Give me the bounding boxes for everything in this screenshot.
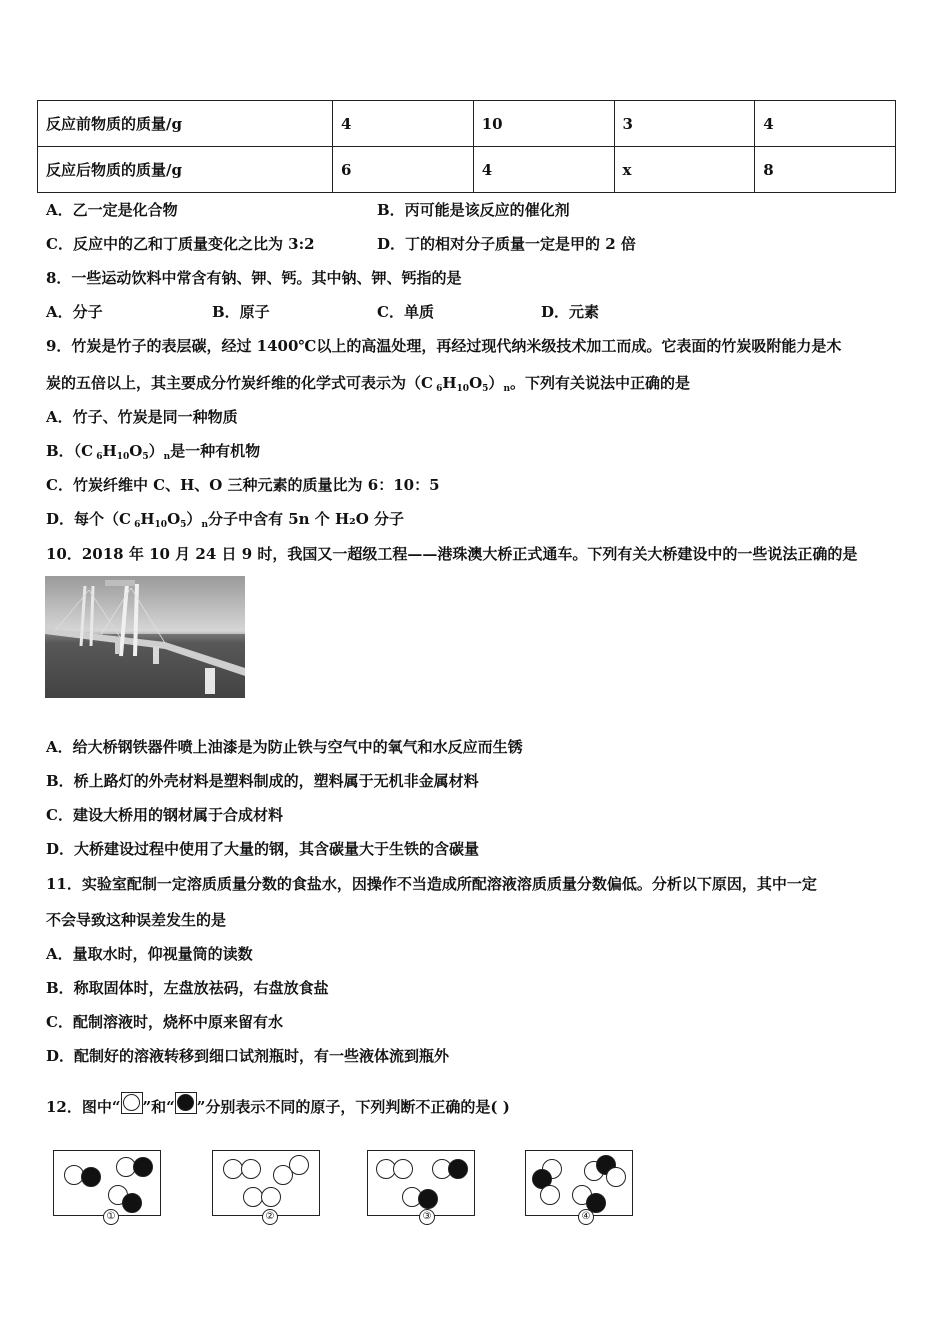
q8-stem: 8．一些运动饮料中常含有钠、钾、钙。其中钠、钾、钙指的是: [46, 269, 462, 287]
q7-option-d: D．丁的相对分子质量一定是甲的 2 倍: [377, 235, 636, 253]
molecule-diagram-3: [367, 1150, 475, 1216]
q7-option-b: B．丙可能是该反应的催化剂: [377, 201, 570, 219]
table-cell: 10: [473, 101, 614, 147]
q11-option-d: D．配制好的溶液转移到细口试剂瓶时，有一些液体流到瓶外: [46, 1047, 450, 1065]
molecule-diagram-2: [212, 1150, 320, 1216]
row-label: 反应后物质的质量/g: [38, 147, 333, 193]
q9-stem2-post: 。下列有关说法中正确的是: [509, 374, 690, 392]
molecule-diagram-1: [53, 1150, 161, 1216]
q12-post: ”分别表示不同的原子，下列判断不正确的是( ): [196, 1098, 510, 1116]
white-atom: [540, 1185, 560, 1205]
q12-stem: [46, 1092, 510, 1117]
q10-option-c: C．建设大桥用的钢材属于合成材料: [46, 806, 283, 824]
q9-option-a: A．竹子、竹炭是同一种物质: [46, 408, 238, 426]
q9-b-pre: B．（C: [46, 442, 94, 460]
black-atom: [81, 1167, 101, 1187]
q9-option-d: D．每个（C $_6H_{10}O_5)_n$分子中含有 5n 个 H₂O 分子: [46, 510, 405, 530]
q9-stem-line2: 炭的五倍以上，其主要成分竹炭纤维的化学式可表示为（C $_6H_{10}O_5)_n$。下列有关说法中正确的是: [46, 374, 690, 394]
black-atom: [418, 1189, 438, 1209]
table-row: [38, 101, 896, 147]
black-atom: [448, 1159, 468, 1179]
q7-option-c: C．反应中的乙和丁质量变化之比为 3:2: [46, 235, 315, 253]
table-cell: x: [614, 147, 755, 193]
white-atom: [393, 1159, 413, 1179]
white-atom: [606, 1167, 626, 1187]
white-atom: [289, 1155, 309, 1175]
q8-option-a: A．分子: [46, 303, 103, 321]
table-cell: 4: [333, 101, 474, 147]
q10-option-d: D．大桥建设过程中使用了大量的钢，其含碳量大于生铁的含碳量: [46, 840, 480, 858]
table-cell: 4: [755, 101, 896, 147]
row-label: 反应前物质的质量/g: [38, 101, 333, 147]
molecule-diagram-4: [525, 1150, 633, 1216]
white-atom: [261, 1187, 281, 1207]
q7-option-a: A．乙一定是化合物: [46, 201, 178, 219]
q9-d-post: 分子中含有 5n 个 H₂O 分子: [207, 510, 405, 528]
q12-pre: 12．图中“: [46, 1098, 121, 1116]
q11-stem-line1: 11．实验室配制一定溶质质量分数的食盐水，因操作不当造成所配溶液溶质质量分数偏低。分析以下原因，其中一定: [46, 875, 817, 893]
q10-option-b: B．桥上路灯的外壳材料是塑料制成的，塑料属于无机非金属材料: [46, 772, 479, 790]
q9-stem-line1: 9．竹炭是竹子的表层碳，经过 1400℃以上的高温处理，再经过现代纳米级技术加工而成。它表面的竹炭吸附能力是木: [46, 337, 842, 355]
q9-stem2-pre: 炭的五倍以上，其主要成分竹炭纤维的化学式可表示为（C: [46, 374, 433, 392]
white-atom: [223, 1159, 243, 1179]
q11-stem-line2: 不会导致这种误差发生的是: [46, 911, 227, 929]
q8-option-c: C．单质: [377, 303, 434, 321]
diagram-label-2: ②: [262, 1209, 278, 1225]
black-atom: [122, 1193, 142, 1213]
q9-b-post: 是一种有机物: [170, 442, 261, 460]
black-atom: [133, 1157, 153, 1177]
white-atom: [243, 1187, 263, 1207]
q8-option-b: B．原子: [212, 303, 270, 321]
q11-option-b: B．称取固体时，左盘放祛码，右盘放食盐: [46, 979, 329, 997]
q11-option-c: C．配制溶液时，烧杯中原来留有水: [46, 1013, 283, 1031]
diagram-label-3: ③: [419, 1209, 435, 1225]
q12-mid: ”和“: [142, 1098, 175, 1116]
bridge-photo: [45, 576, 245, 698]
black-atom-legend-icon: [175, 1092, 197, 1114]
q11-option-a: A．量取水时，仰视量筒的读数: [46, 945, 253, 963]
white-atom-legend-icon: [121, 1092, 143, 1114]
q9-option-b: B．（C $_6H_{10}O_5)_n$是一种有机物: [46, 442, 261, 462]
data-table: [37, 100, 896, 193]
table-cell: 3: [614, 101, 755, 147]
q9-d-pre: D．每个（C: [46, 510, 131, 528]
white-atom: [241, 1159, 261, 1179]
table-cell: 4: [473, 147, 614, 193]
q10-stem: 10．2018 年 10 月 24 日 9 时，我国又一超级工程——港珠澳大桥正式通车。下列有关大桥建设中的一些说法正确的是: [46, 545, 858, 563]
diagram-label-1: ①: [103, 1209, 119, 1225]
q8-option-d: D．元素: [541, 303, 600, 321]
q10-option-a: A．给大桥钢铁器件喷上油漆是为防止铁与空气中的氧气和水反应而生锈: [46, 738, 523, 756]
table-cell: 6: [333, 147, 474, 193]
diagram-label-4: ④: [578, 1209, 594, 1225]
q9-option-c: C．竹炭纤维中 C、H、O 三种元素的质量比为 6：10：5: [46, 476, 440, 494]
table-cell: 8: [755, 147, 896, 193]
table-row: [38, 147, 896, 193]
